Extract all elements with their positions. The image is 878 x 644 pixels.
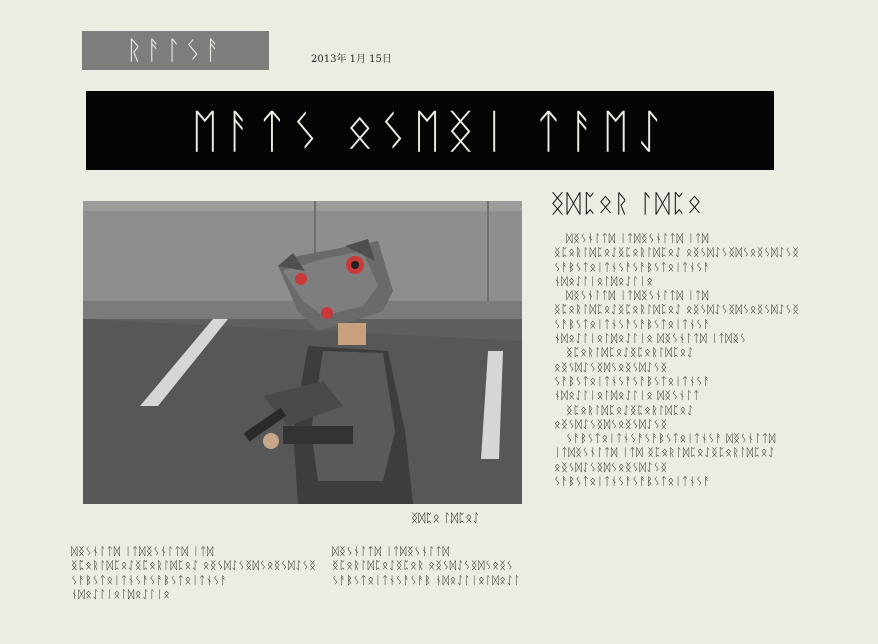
paragraph: ᛝᛈᛟᚱᛚᛞᛈᛟᛇᛝᛈᛟᚱᛚᛞᛈᛟᛇ ᛟᛝᛊᛞᛇᛊᛝᛞᛊᛟᛝᛊᛞᛇᛊᛝ (554, 403, 694, 431)
paragraph: ᛊᚨᛒᛊᛏᛟᛁᛏᚾᛊᚨᛊᚨᛒᛊᛏᛟᛁᛏᚾᛊᚨ ᛞᛝᛊᚾᛚᛏᛞ ᛁᛏᛞᛝᛊᚾᛚᛏᛞ ᛁᛏᛞ ᛝᛈᛟᚱᛚᛞᛈᛟᛇᛝᛈᛟᚱᛚᛞᛈᛟᛇ ᛟᛝᛊᛞᛇᛊᛝᛞᛊᛟᛝᛊᛞᛇᛊᛝ ᛊᚨᛒᛊᛏᛟᛁᛏᚾᛊᚨᛊᚨᛒᛊᛏᛟᛁᛏᚾᛊᚨ (554, 432, 776, 489)
paragraph: ᛝᛈᛟᚱᛚᛞᛈᛟᛇᛝᛈᛟᚱᛚᛞᛈᛟᛇ ᛟᛝᛊᛞᛇᛊᛝᛞᛊᛟᛝᛊᛞᛇᛊᛝ ᛊᚨᛒᛊᛏᛟᛁᛏᚾᛊᚨᛊᚨᛒᛊᛏᛟᛁᛏᚾᛊᚨ ᚾᛞᛟᛇᛚᛁᛟᛚᛞᛟᛇᛚᛁᛟ ᛞᛝᛊᚾᛚᛏ (554, 346, 711, 403)
article-bottom-column-2 (332, 545, 522, 631)
paragraph: ᛞᛝᛊᚾᛚᛏᛞ ᛁᛏᛞᛝᛊᚾᛚᛏᛞ ᛝᛈᛟᚱᛚᛞᛈᛟᛇᛝᛈᛟᚱ ᛟᛝᛊᛞᛇᛊᛝᛞᛊᛟᛝᛊ ᛊᚨᛒᛊᛏᛟᛁᛏᚾᛊᚨᛊᚨᛒ ᚾᛞᛟᛇᛚᛁᛟᛚᛞᛟᛇᛚ (332, 545, 521, 587)
paragraph: ᛞᛝᛊᚾᛚᛏᛞ ᛁᛏᛞᛝᛊᚾᛚᛏᛞ ᛁᛏᛞ ᛝᛈᛟᚱᛚᛞᛈᛟᛇᛝᛈᛟᚱᛚᛞᛈᛟᛇ ᛟᛝᛊᛞᛇᛊᛝᛞᛊᛟᛝᛊᛞᛇᛊᛝ ᛊᚨᛒᛊᛏᛟᛁᛏᚾᛊᚨᛊᚨᛒᛊᛏᛟᛁᛏᚾᛊᚨ ᚾᛞᛟᛇᛚᛁᛟᛚᛞᛟᛇᛚᛁᛟ ᛞᛝᛊᚾᛚᛏᛞ ᛁᛏᛞᛝᛊ (554, 289, 800, 346)
article-photo (83, 201, 522, 504)
article-title: ᛝᛞᛈᛟᚱ ᛚᛞᛈᛟ (550, 189, 703, 218)
paragraph: ᛞᛝᛊᚾᛚᛏᛞ ᛁᛏᛞᛝᛊᚾᛚᛏᛞ ᛁᛏᛞ ᛝᛈᛟᚱᛚᛞᛈᛟᛇᛝᛈᛟᚱᛚᛞᛈᛟᛇ ᛟᛝᛊᛞᛇᛊᛝᛞᛊᛟᛝᛊᛞᛇᛊᛝ ᛊᚨᛒᛊᛏᛟᛁᛏᚾᛊᚨᛊᚨᛒᛊᛏᛟᛁᛏᚾᛊᚨ ᚾᛞᛟᛇᛚᛁᛟᛚᛞᛟᛇᛚᛁᛟ (71, 545, 317, 601)
masthead-logo: ᚱᚨᛚᛊᚨ (82, 31, 269, 70)
photo-caption: ᛝᛞᛈᛟ ᛚᛞᛈᛟᛇ (411, 511, 480, 525)
issue-date: 2013年 1月 15日 (311, 54, 392, 65)
paragraph: ᛞᛝᛊᚾᛚᛏᛞ ᛁᛏᛞᛝᛊᚾᛚᛏᛞ ᛁᛏᛞ ᛝᛈᛟᚱᛚᛞᛈᛟᛇᛝᛈᛟᚱᛚᛞᛈᛟᛇ ᛟᛝᛊᛞᛇᛊᛝᛞᛊᛟᛝᛊᛞᛇᛊᛝ ᛊᚨᛒᛊᛏᛟᛁᛏᚾᛊᚨᛊᚨᛒᛊᛏᛟᛁᛏᚾᛊᚨ ᚾᛞᛟᛇᛚᛁᛟᛚᛞᛟᛇᛚᛁᛟ (554, 232, 800, 288)
article-bottom-column-1 (71, 545, 319, 631)
headline: ᛖᚨᛏᛊ ᛟᛊᛖᛝᛁ ᛏᚨᛖᛇ (86, 91, 774, 170)
article-side-column (554, 232, 810, 628)
